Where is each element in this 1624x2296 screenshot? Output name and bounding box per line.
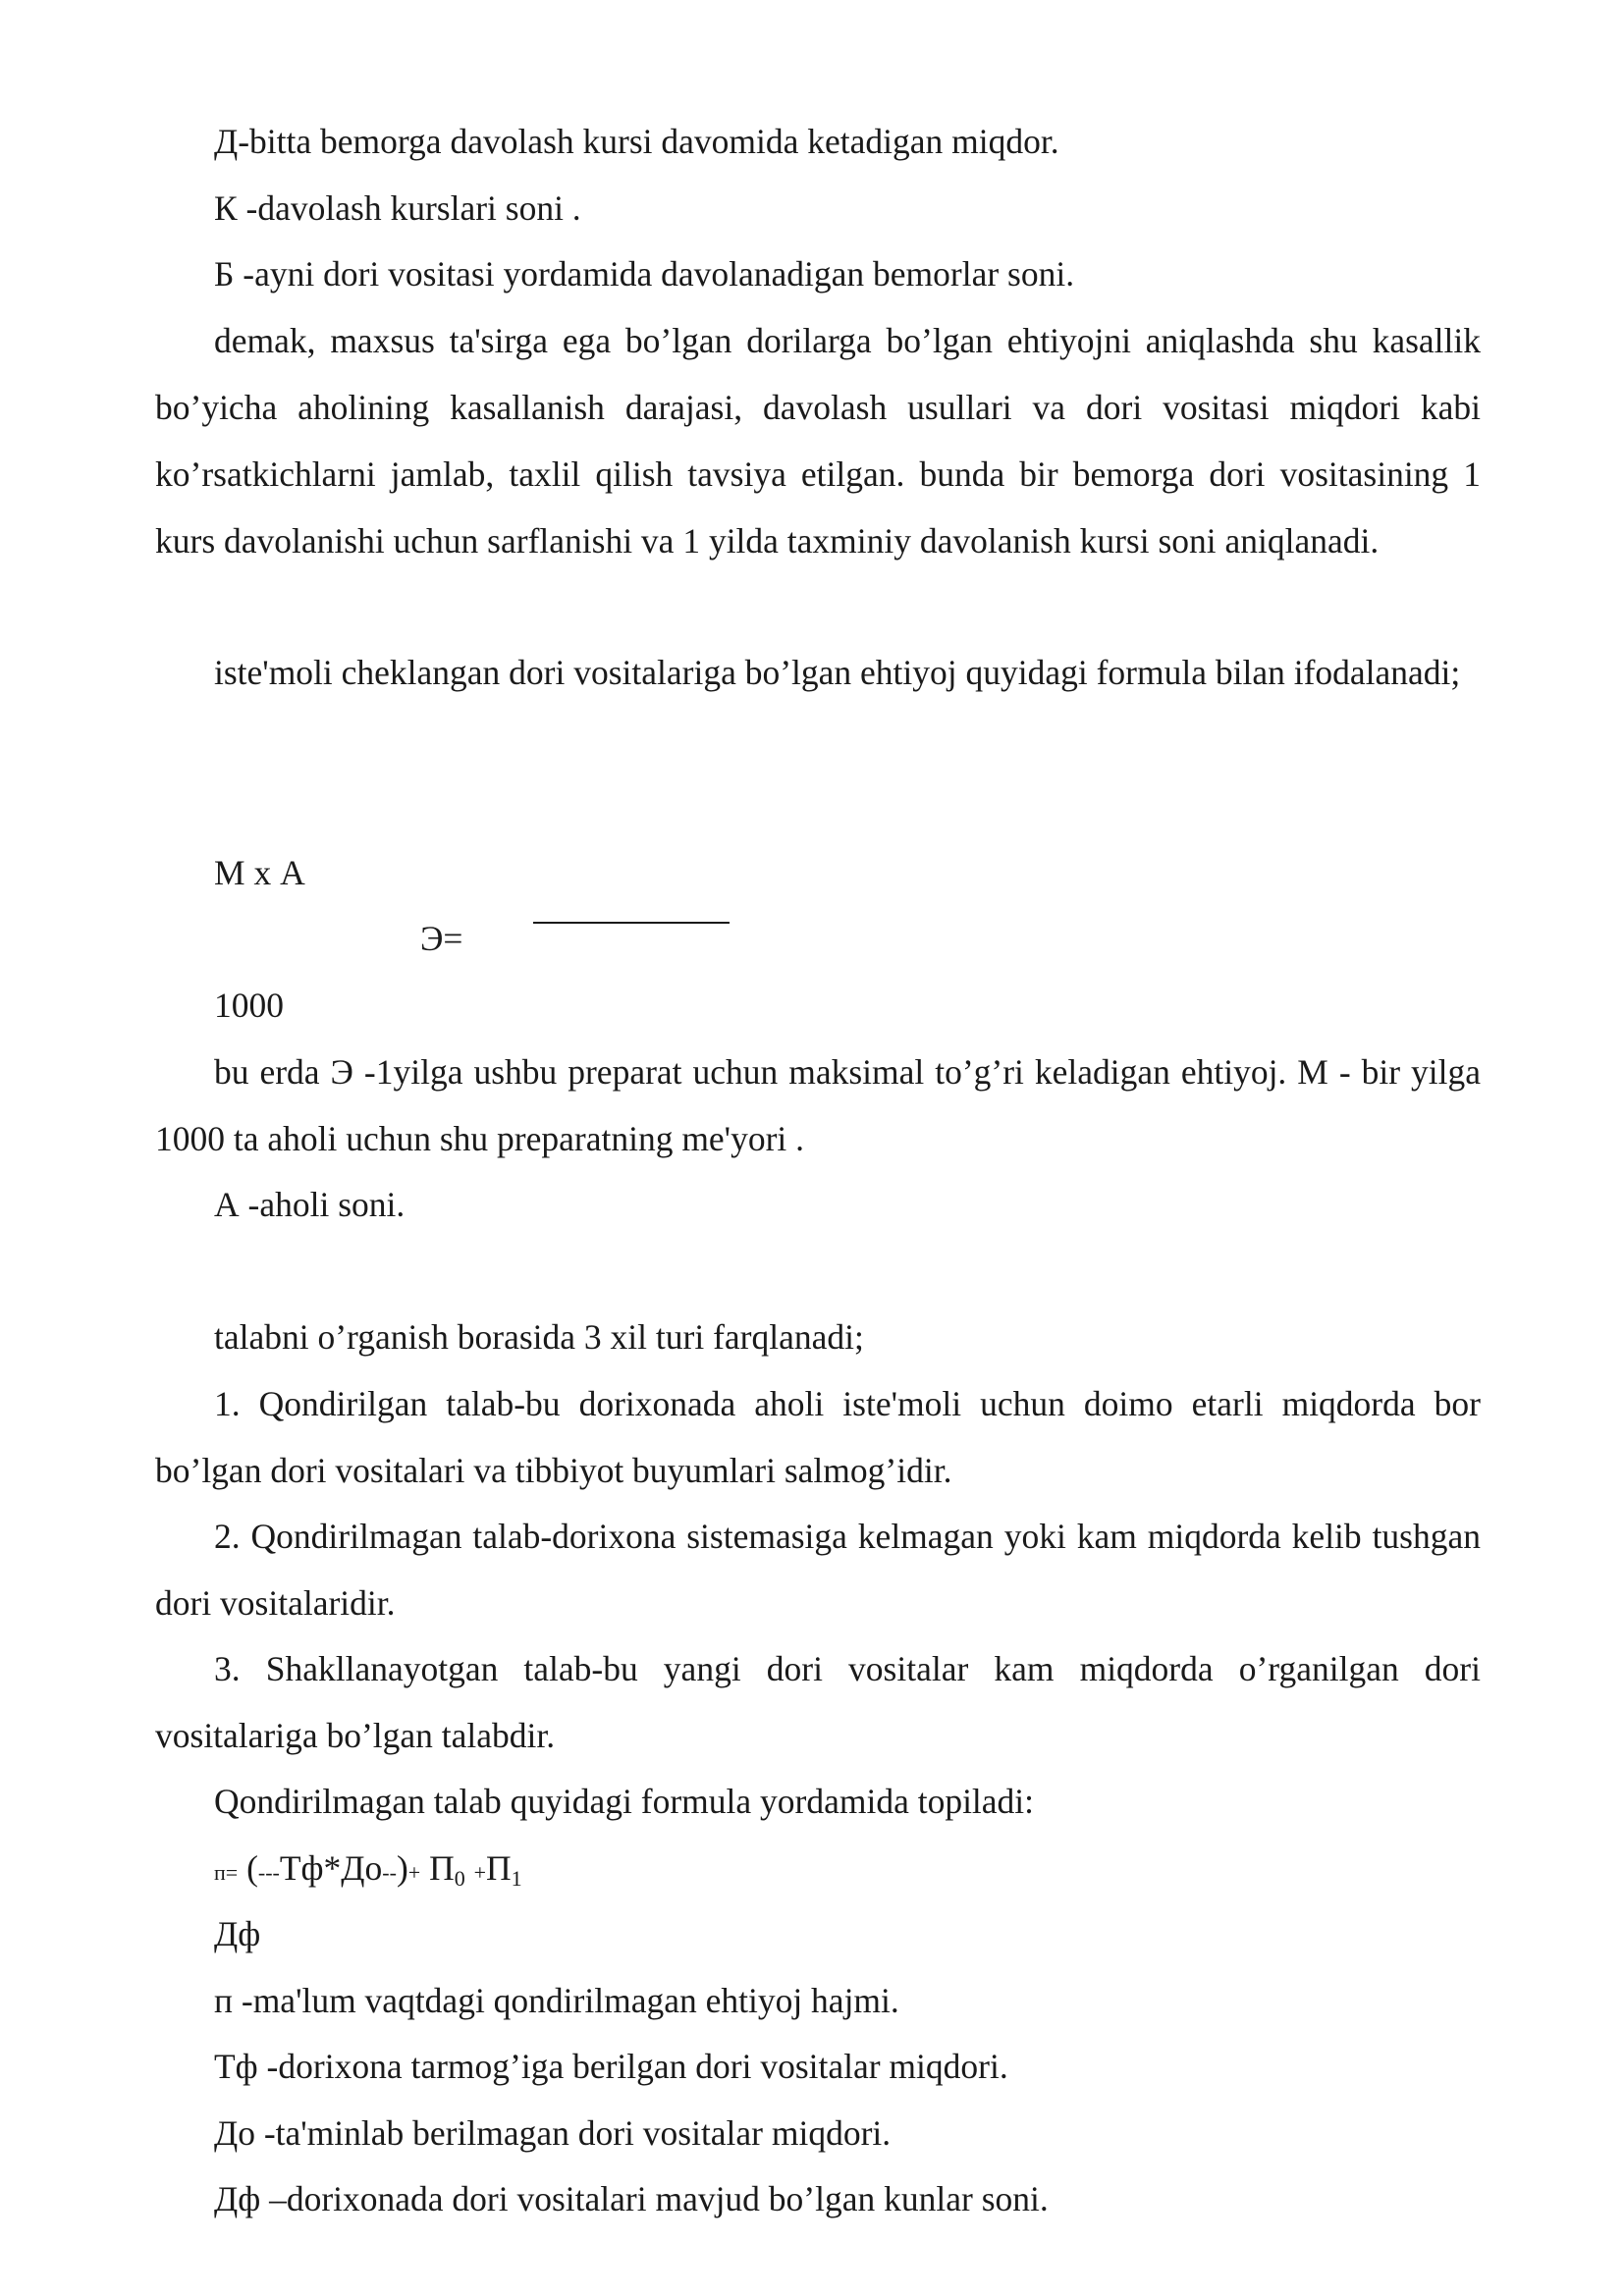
demand-type-2: 2. Qondirilmagan talab-dorixona sistemasiga kelmagan yoki kam miqdorda kelib tushgan dori vositalaridir. — [155, 1517, 1481, 1623]
definition-a: А -aholi soni. — [214, 1185, 406, 1224]
definition-do: До -ta'minlab berilmagan dori vositalar miqdori. — [214, 2113, 892, 2153]
formula-fraction-bar — [533, 922, 730, 924]
definition-b: Б -ayni dori vositasi yordamida davolanadigan bemorlar soni. — [214, 254, 1075, 294]
formula-numerator: М х А — [214, 853, 305, 892]
formula-denominator: 1000 — [214, 986, 284, 1025]
formula-lhs: Э= — [420, 919, 463, 958]
paragraph-limited-drugs: iste'moli cheklangan dori vositalariga bo’lgan ehtiyoj quyidagi formula bilan ifodalanadi; — [214, 653, 1461, 692]
demand-type-1: 1. Qondirilgan talab-bu dorixonada aholi iste'moli uchun doimo etarli miqdorda bor bo’lgan dori vositalari va tibbiyot buyumlari salmog’idir. — [155, 1384, 1481, 1490]
formula-denominator-df: Дф — [214, 1914, 261, 1953]
demand-type-3: 3. Shakllanayotgan talab-bu yangi dori vositalar kam miqdorda o’rganilgan dori vositalariga bo’lgan talabdir. — [155, 1649, 1481, 1755]
demand-types-intro: talabni o’rganish borasida 3 xil turi farqlanadi; — [214, 1317, 864, 1357]
definition-tf: Тф -dorixona tarmog’iga berilgan dori vositalar miqdori. — [214, 2047, 1008, 2086]
definition-df: Дф –dorixonada dori vositalari mavjud bo’lgan kunlar soni. — [214, 2179, 1049, 2218]
paragraph-where: bu erda Э -1yilga ushbu preparat uchun maksimal to’g’ri keladigan ehtiyoj. М - bir yilga 1000 ta aholi uchun shu preparatning me'yori . — [155, 1052, 1481, 1158]
definition-k: К -davolash kurslari soni . — [214, 188, 581, 228]
formula-lhs-p: п= — [214, 1860, 239, 1885]
paragraph-special-drugs: demak, maxsus ta'sirga ega bo’lgan dorilarga bo’lgan ehtiyojni aniqlashda shu kasallik bo’yicha aholining kasallanish darajasi, davolash usullari va dori vositasi miqdori kabi ko’rsatkichlarni jamlab, taxlil qilish tavsiya etilgan. bunda bir bemorga dori vositasining 1 kurs davolanishi uchun sarflanishi va 1 yilda taxminiy davolanish kursi soni aniqlanadi. — [155, 321, 1481, 561]
formula-unmet-demand: $п= (---Тф*До--)+ П_0 +П_1$ — [214, 1848, 522, 1891]
definition-p: п -ma'lum vaqtdagi qondirilmagan ehtiyoj hajmi. — [214, 1981, 899, 2020]
formula-intro: Qondirilmagan talab quyidagi formula yordamida topiladi: — [214, 1782, 1035, 1821]
definition-d: Д-bitta bemorga davolash kursi davomida ketadigan miqdor. — [214, 122, 1059, 161]
